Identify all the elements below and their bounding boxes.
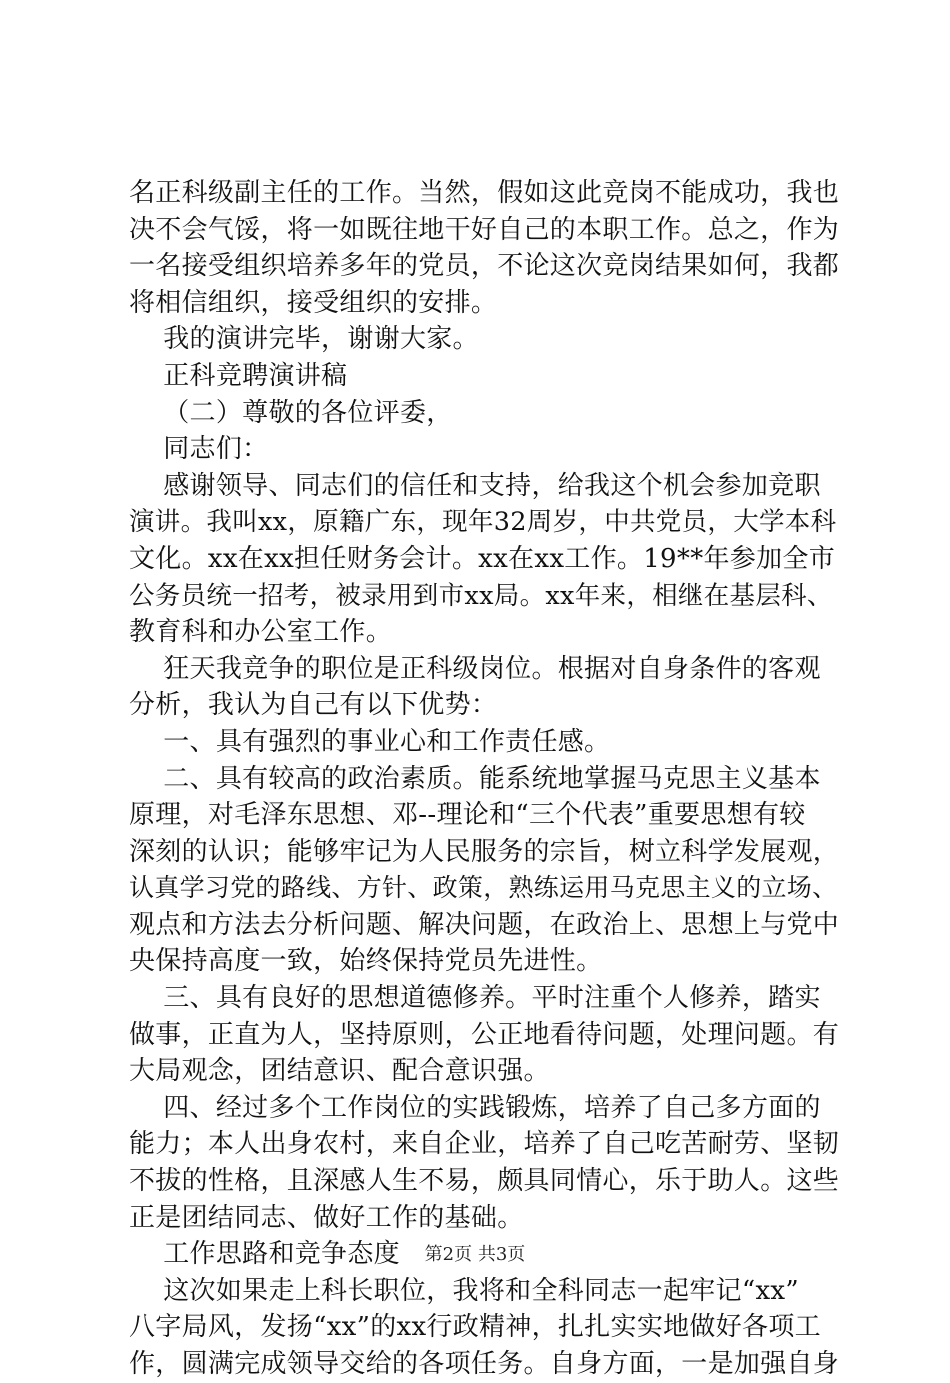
text-line: 名正科级副主任的工作。当然，假如这此竞岗不能成功，我也 bbox=[129, 178, 840, 208]
text-line: 一、具有强烈的事业心和工作责任感。 bbox=[129, 726, 611, 757]
document-body bbox=[129, 175, 841, 1383]
text-line: 正科竞聘演讲稿 bbox=[129, 360, 348, 391]
text-line: 四、经过多个工作岗位的实践锻炼，培养了自己多方面的 bbox=[129, 1092, 821, 1123]
text-line: 公务员统一招考，被录用到市xx局。xx年来，相继在基层科、 bbox=[129, 580, 833, 611]
text-line: 我的演讲完毕，谢谢大家。 bbox=[129, 324, 479, 355]
text-line: 深刻的认识；能够牢记为人民服务的宗旨，树立科学发展观， bbox=[129, 836, 840, 867]
text-line: 这次如果走上科长职位，我将和全科同志一起牢记“xx” bbox=[129, 1275, 799, 1306]
text-line: 二、具有较高的政治素质。能系统地掌握马克思主义基本 bbox=[129, 763, 821, 794]
text-line: 八字局风，发扬“xx”的xx行政精神，扎扎实实地做好各项工 bbox=[129, 1312, 821, 1343]
text-line: 感谢领导、同志们的信任和支持，给我这个机会参加竞职 bbox=[129, 470, 821, 501]
text-line: 决不会气馁，将一如既往地干好自己的本职工作。总之，作为 bbox=[129, 214, 840, 245]
text-line: 演讲。我叫xx，原籍广东，现年32周岁，中共党员，大学本科 bbox=[129, 507, 837, 538]
text-line: 分析，我认为自己有以下优势： bbox=[129, 690, 498, 721]
text-line: 不拔的性格，且深感人生不易，颇具同情心，乐于助人。这些 bbox=[129, 1166, 840, 1197]
text-line: 工作思路和竞争态度 bbox=[129, 1239, 400, 1270]
text-line: 一名接受组织培养多年的党员，不论这次竞岗结果如何，我都 bbox=[129, 251, 840, 282]
text-line: 观点和方法去分析问题、解决问题，在政治上、思想上与党中 bbox=[129, 909, 840, 940]
text-line: 同志们： bbox=[129, 434, 269, 465]
text-line: 正是团结同志、做好工作的基础。 bbox=[129, 1202, 524, 1233]
text-line: 能力；本人出身农村，来自企业，培养了自己吃苦耐劳、坚韧 bbox=[129, 1129, 840, 1160]
text-line: 大局观念，团结意识、配合意识强。 bbox=[129, 1056, 550, 1087]
text-line: 狂天我竞争的职位是正科级岗位。根据对自身条件的客观 bbox=[129, 653, 821, 684]
page-footer: 第2页 共3页 bbox=[424, 1244, 526, 1265]
text-line: 作，圆满完成领导交给的各项任务。自身方面，一是加强自身 bbox=[129, 1349, 840, 1379]
text-line: 做事，正直为人，坚持原则，公正地看待问题，处理问题。有 bbox=[129, 1019, 840, 1050]
text-line: 文化。xx在xx担任财务会计。xx在xx工作。19**年参加全市 bbox=[129, 543, 835, 574]
text-line: 原理，对毛泽东思想、邓--理论和“三个代表”重要思想有较 bbox=[129, 800, 806, 831]
text-line: 央保持高度一致，始终保持党员先进性。 bbox=[129, 946, 603, 977]
text-line: 将相信组织，接受组织的安排。 bbox=[129, 287, 498, 318]
text-line: 认真学习党的路线、方针、政策，熟练运用马克思主义的立场、 bbox=[129, 873, 838, 903]
text-line: （二）尊敬的各位评委， bbox=[129, 397, 453, 428]
text-line: 教育科和办公室工作。 bbox=[129, 617, 393, 648]
text-line: 三、具有良好的思想道德修养。平时注重个人修养，踏实 bbox=[129, 983, 821, 1014]
